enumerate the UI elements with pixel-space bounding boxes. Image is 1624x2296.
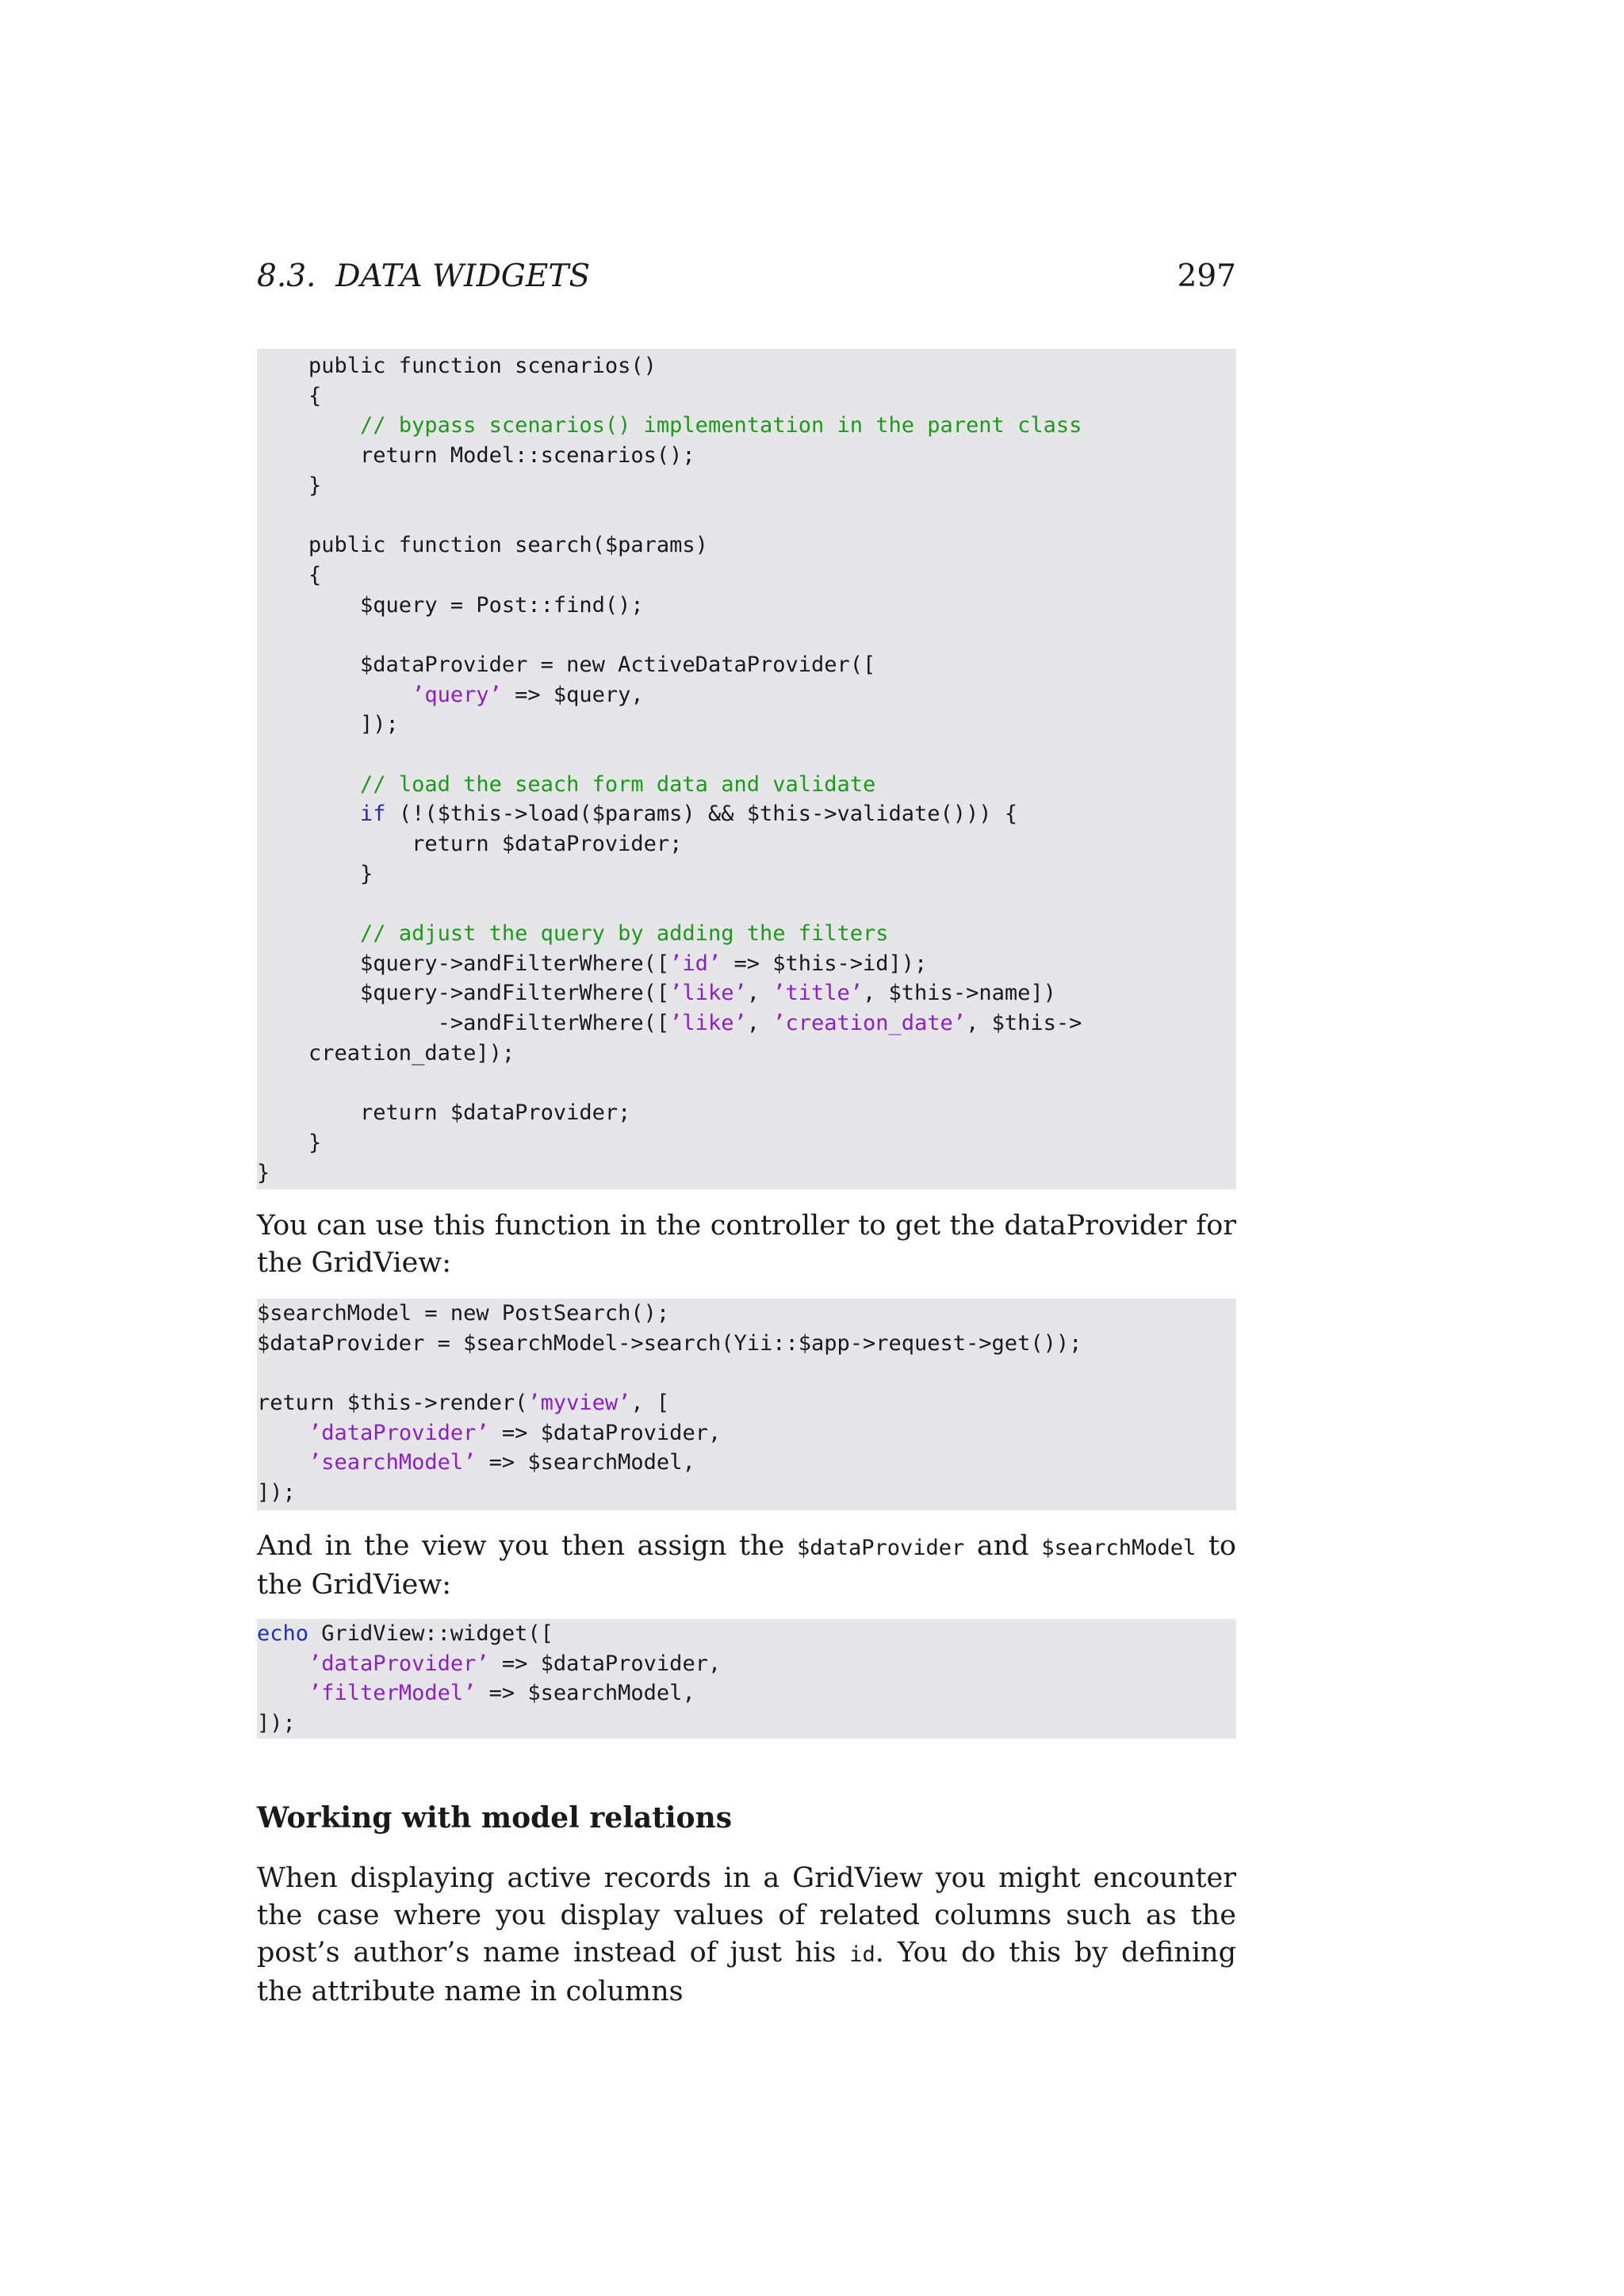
section-title: 8.3. DATA WIDGETS	[257, 258, 591, 294]
code-string: ’searchModel’	[308, 1450, 477, 1475]
code-text: return Model::scenarios();	[257, 443, 695, 469]
code-text: (!($this->load($params) && $this->validate())) {	[385, 802, 1018, 827]
code-line	[257, 829, 1236, 859]
code-line	[257, 471, 1236, 501]
code-text: GridView::widget([	[308, 1621, 553, 1646]
code-line	[257, 500, 1236, 530]
code-line	[257, 1329, 1236, 1359]
code-text: $query->andFilterWhere([	[257, 981, 670, 1006]
code-text	[257, 683, 412, 707]
code-line	[257, 1069, 1236, 1099]
code-text	[257, 1681, 308, 1705]
code-line	[257, 919, 1236, 949]
paragraph-text: When displaying active records in a GridView you might encounter the case where you display values of related columns such as the post’s author’s name instead of just his	[257, 1862, 1236, 1969]
code-string: ’creation_date’	[772, 1011, 967, 1036]
code-text: => $dataProvider,	[488, 1651, 722, 1676]
code-line	[257, 799, 1236, 829]
code-line	[257, 1098, 1236, 1128]
paragraph-text: to the GridView:	[257, 1530, 1236, 1601]
code-line	[257, 770, 1236, 800]
code-line	[257, 591, 1236, 621]
code-line	[257, 1388, 1236, 1418]
code-line	[257, 740, 1236, 770]
code-text: }	[257, 1160, 270, 1185]
code-block-search-model	[257, 349, 1236, 1189]
code-text: => $searchModel,	[476, 1450, 695, 1475]
code-line	[257, 710, 1236, 740]
code-line	[257, 1158, 1236, 1188]
code-text: $query = Post::find();	[257, 592, 644, 618]
code-block-controller	[257, 1299, 1236, 1510]
paragraph-text: And in the view you then assign the	[257, 1530, 797, 1562]
code-line	[257, 680, 1236, 710]
code-line	[257, 1649, 1236, 1679]
running-header	[257, 258, 1236, 303]
code-text: ->andFilterWhere([	[257, 1011, 670, 1036]
code-line	[257, 1128, 1236, 1158]
code-text: }	[257, 861, 373, 886]
code-text: ]);	[257, 1480, 296, 1506]
code-comment: // bypass scenarios() implementation in the parent class	[360, 413, 1082, 438]
code-line	[257, 889, 1236, 919]
code-text: {	[257, 562, 322, 587]
code-text: => $query,	[501, 682, 644, 707]
code-line	[257, 1299, 1236, 1329]
code-text: $dataProvider = new ActiveDataProvider([	[257, 652, 876, 677]
code-text: return $this->render(	[257, 1391, 528, 1416]
code-line	[257, 978, 1236, 1008]
code-text: $searchModel = new PostSearch();	[257, 1301, 670, 1326]
code-line	[257, 1678, 1236, 1709]
code-string: ’dataProvider’	[308, 1651, 489, 1676]
code-text: , $this->name])	[863, 981, 1056, 1006]
code-text: public function search($params)	[257, 533, 708, 558]
paragraph-view-assign	[257, 1528, 1236, 1604]
code-text: {	[257, 383, 322, 408]
code-line	[257, 1478, 1236, 1508]
code-string: ’myview’	[527, 1391, 631, 1416]
code-line	[257, 441, 1236, 471]
code-string: ’id’	[669, 951, 722, 976]
code-string: ’query’	[412, 682, 502, 707]
code-line	[257, 1448, 1236, 1478]
code-line	[257, 1358, 1236, 1388]
code-text: }	[257, 473, 322, 498]
code-text: ]);	[257, 712, 399, 737]
code-text: creation_date]);	[257, 1040, 515, 1066]
code-text: return $dataProvider;	[257, 1100, 631, 1126]
code-text: public function scenarios()	[257, 354, 657, 378]
code-line	[257, 1619, 1236, 1649]
paragraph-text: . You do this by defining the attribute name in columns	[257, 1937, 1236, 2007]
page-number: 297	[1177, 258, 1236, 294]
code-line	[257, 1039, 1236, 1069]
code-text: => $this->id]);	[721, 951, 928, 976]
code-string: ’like’	[669, 1011, 747, 1036]
code-line	[257, 1008, 1236, 1039]
inline-code-id: id	[849, 1942, 875, 1967]
code-keyword: echo	[257, 1621, 309, 1646]
code-line	[257, 949, 1236, 979]
code-text	[257, 413, 360, 438]
code-string: ’title’	[772, 981, 864, 1006]
code-keyword: if	[360, 802, 386, 827]
code-text	[257, 1421, 308, 1445]
code-line	[257, 859, 1236, 890]
code-text: $dataProvider = $searchModel->search(Yii::$app->request->get());	[257, 1330, 1082, 1356]
code-text: , [	[630, 1391, 670, 1416]
code-comment: // load the seach form data and validate	[360, 771, 876, 797]
code-line	[257, 351, 1236, 381]
code-text	[257, 802, 360, 826]
code-comment: // adjust the query by adding the filters	[360, 921, 889, 947]
code-line	[257, 620, 1236, 650]
code-line	[257, 1709, 1236, 1739]
paragraph-text: and	[964, 1530, 1042, 1562]
paragraph-controller-usage: You can use this function in the controller to get the dataProvider for the GridView:	[257, 1210, 1236, 1279]
code-text: return $dataProvider;	[257, 832, 683, 856]
code-text: }	[257, 1130, 322, 1155]
code-string: ’like’	[669, 981, 747, 1006]
code-line	[257, 1418, 1236, 1448]
code-line	[257, 650, 1236, 680]
code-text: ]);	[257, 1711, 296, 1736]
code-text: , $this->	[966, 1011, 1082, 1036]
code-text	[257, 772, 360, 797]
code-line	[257, 411, 1236, 441]
code-block-view	[257, 1619, 1236, 1739]
inline-code-dataprovider: $dataProvider	[796, 1536, 965, 1560]
code-line	[257, 561, 1236, 591]
code-text: => $dataProvider,	[488, 1420, 722, 1445]
code-line	[257, 530, 1236, 561]
code-string: ’filterModel’	[308, 1681, 477, 1706]
code-text	[257, 1450, 308, 1475]
code-text: ,	[746, 1011, 773, 1036]
code-string: ’dataProvider’	[308, 1420, 489, 1445]
code-text: => $searchModel,	[476, 1681, 695, 1706]
paragraph-model-relations	[257, 1860, 1236, 2011]
code-text	[257, 921, 360, 946]
code-text: $query->andFilterWhere([	[257, 951, 670, 976]
code-line	[257, 381, 1236, 411]
code-text	[257, 1651, 308, 1676]
subheading-model-relations: Working with model relations	[257, 1801, 732, 1835]
code-text: ,	[746, 981, 773, 1006]
inline-code-searchmodel: $searchModel	[1041, 1536, 1197, 1560]
